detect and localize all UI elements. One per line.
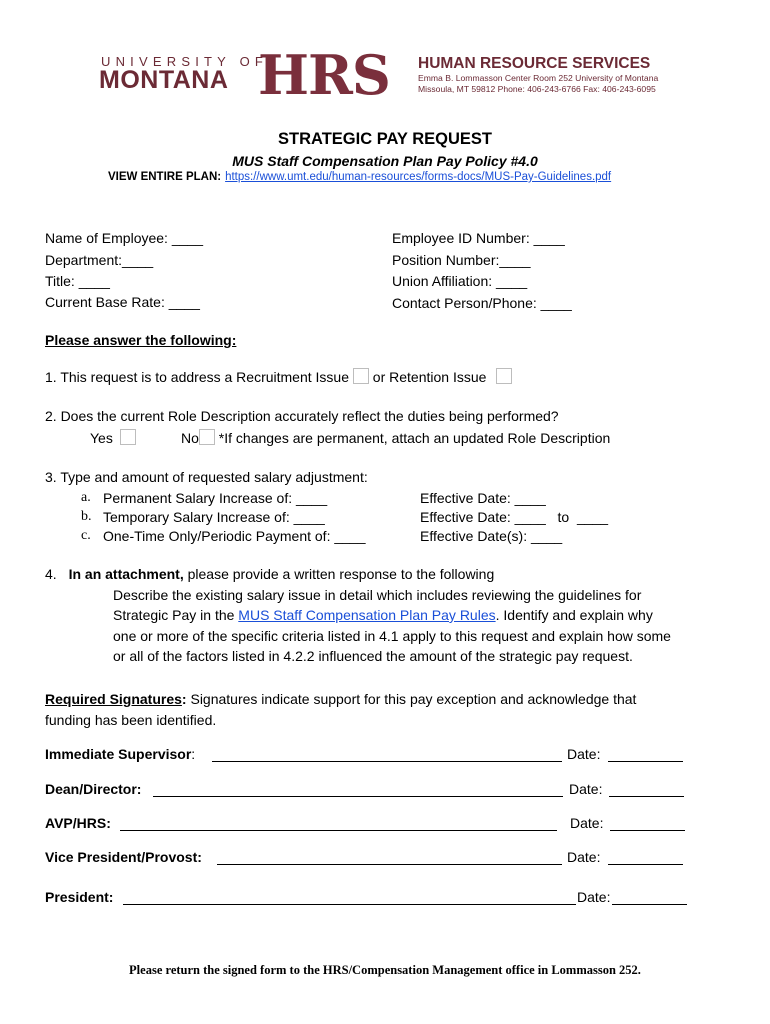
q3-marker-b: b. — [81, 509, 92, 524]
q3-item-b-date: Effective Date: ____ to ____ — [420, 509, 609, 525]
retention-checkbox[interactable] — [496, 368, 512, 384]
sig-line-vp[interactable] — [217, 864, 562, 865]
no-checkbox[interactable] — [199, 429, 215, 445]
signatures-intro — [45, 691, 636, 707]
department-name: HUMAN RESOURCE SERVICES — [418, 55, 651, 72]
sig-date-label-vp: Date: — [567, 849, 601, 865]
sig-line-president[interactable] — [123, 904, 576, 905]
sig-label-vp: Vice President/Provost: — [45, 849, 202, 865]
field-contact-person: Contact Person/Phone: ____ — [392, 295, 572, 311]
question-4 — [45, 566, 494, 582]
sig-date-line-avp[interactable] — [610, 830, 685, 831]
address-line-1: Emma B. Lommasson Center Room 252 University of Montana — [418, 73, 659, 83]
university-logo-main: MONTANA — [99, 66, 229, 94]
sig-date-line-vp[interactable] — [608, 864, 683, 865]
signatures-colon: : — [181, 691, 187, 707]
sig-line-avp[interactable] — [120, 830, 557, 831]
sig-label-president: President: — [45, 889, 114, 905]
yes-checkbox[interactable] — [120, 429, 136, 445]
q3-marker-a: a. — [81, 490, 91, 505]
question-4-line-4: or all of the factors listed in 4.2.2 influenced the amount of the strategic pay request. — [113, 648, 633, 664]
question-1-or: or Retention Issue — [372, 369, 487, 385]
sig-label-dean: Dean/Director: — [45, 781, 142, 797]
sig-date-label-avp: Date: — [570, 815, 604, 831]
field-current-base-rate: Current Base Rate: ____ — [45, 294, 200, 310]
question-4-number: 4. — [45, 566, 57, 582]
question-4-line-3: one or more of the specific criteria listed in 4.1 apply to this request and explain how some — [113, 628, 671, 644]
question-1 — [45, 368, 512, 385]
footer-note: Please return the signed form to the HRS/Compensation Management office in Lommasson 252. — [129, 963, 641, 977]
q3-marker-c: c. — [81, 528, 91, 543]
sig-date-line-president[interactable] — [612, 904, 687, 905]
question-3-text: 3. Type and amount of requested salary adjustment: — [45, 469, 368, 485]
question-4-rest: please provide a written response to the following — [183, 566, 495, 582]
sig-label-supervisor: Immediate Supervisor: — [45, 746, 196, 762]
q3-item-b: Temporary Salary Increase of: ____ — [103, 509, 325, 525]
form-subtitle: MUS Staff Compensation Plan Pay Policy #4.0 — [232, 153, 538, 169]
form-title: STRATEGIC PAY REQUEST — [278, 130, 492, 148]
question-4-line-2-pre: Strategic Pay in the — [113, 607, 239, 623]
signatures-intro-line-2: funding has been identified. — [45, 712, 217, 728]
yes-label: Yes — [90, 430, 113, 446]
field-position-number: Position Number:____ — [392, 252, 531, 268]
sig-label-avp: AVP/HRS: — [45, 815, 111, 831]
question-2-text: 2. Does the current Role Description accurately reflect the duties being performed? — [45, 408, 559, 424]
pay-rules-link[interactable]: MUS Staff Compensation Plan Pay Rules — [238, 607, 496, 623]
sig-line-supervisor[interactable] — [212, 761, 562, 762]
plan-link[interactable]: https://www.umt.edu/human-resources/forms-docs/MUS-Pay-Guidelines.pdf — [225, 171, 612, 183]
sig-date-label-dean: Date: — [569, 781, 603, 797]
questions-heading: Please answer the following: — [45, 332, 237, 348]
question-2-no — [181, 429, 610, 446]
plan-line — [108, 171, 611, 183]
question-4-line-1: Describe the existing salary issue in detail which includes reviewing the guidelines for — [113, 587, 642, 603]
field-union-affiliation: Union Affiliation: ____ — [392, 273, 528, 289]
hrs-logo: HRS — [258, 43, 390, 107]
no-label: No — [181, 430, 199, 446]
field-employee-id: Employee ID Number: ____ — [392, 230, 565, 246]
field-title: Title: ____ — [45, 273, 110, 289]
signatures-intro-rest: Signatures indicate support for this pay exception and acknowledge that — [186, 691, 637, 707]
q3-item-a: Permanent Salary Increase of: ____ — [103, 490, 328, 506]
recruitment-checkbox[interactable] — [353, 368, 369, 384]
university-logo-top: UNIVERSITY OF — [101, 54, 269, 69]
question-4-line-2-post: . Identify and explain why — [495, 607, 653, 623]
sig-date-label-supervisor: Date: — [567, 746, 601, 762]
question-1-text: 1. This request is to address a Recruitment Issue — [45, 369, 349, 385]
signatures-heading: Required Signatures — [45, 691, 182, 707]
question-4-line-2 — [113, 607, 653, 623]
question-2-yes — [90, 429, 136, 446]
address-line-2: Missoula, MT 59812 Phone: 406-243-6766 Fax: 406-243-6095 — [418, 84, 656, 94]
sig-date-line-supervisor[interactable] — [608, 761, 683, 762]
q3-item-c: One-Time Only/Periodic Payment of: ____ — [103, 528, 366, 544]
question-2-note: *If changes are permanent, attach an updated Role Description — [218, 430, 611, 446]
sig-date-line-dean[interactable] — [609, 796, 684, 797]
question-4-bold: In an attachment, — [68, 566, 184, 582]
field-department: Department:____ — [45, 252, 154, 268]
sig-line-dean[interactable] — [153, 796, 563, 797]
plan-label: VIEW ENTIRE PLAN: — [108, 171, 222, 183]
q3-item-a-date: Effective Date: ____ — [420, 490, 546, 506]
q3-item-c-date: Effective Date(s): ____ — [420, 528, 563, 544]
field-name-of-employee: Name of Employee: ____ — [45, 230, 203, 246]
sig-date-label-president: Date: — [577, 889, 611, 905]
